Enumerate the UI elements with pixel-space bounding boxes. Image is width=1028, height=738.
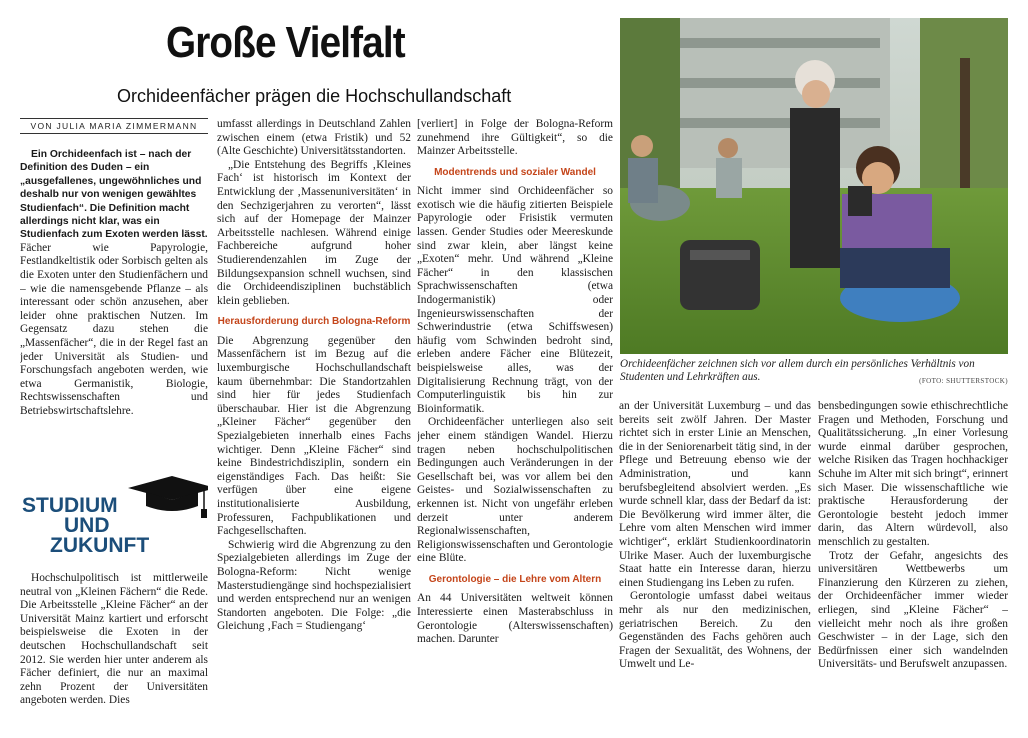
mortarboard-icon bbox=[20, 470, 208, 562]
subheadline: Orchideenfächer prägen die Hochschullandschaft bbox=[117, 86, 512, 106]
body-paragraph: [verliert] in Folge der Bologna-Reform zunehmend ihre Gültigkeit“, so die Mainzer Arbeitsstelle. bbox=[417, 118, 613, 158]
byline: VON JULIA MARIA ZIMMERMANN bbox=[20, 118, 208, 134]
logo-line-1: STUDIUM bbox=[22, 494, 118, 517]
article-column-5 bbox=[818, 400, 1008, 738]
body-paragraph: Schwierig wird die Abgrenzung zu den Spezialgebieten allerdings im Zuge der Bologna-Reform: Nicht wenige Masterstudiengänge sind hochspezialisiert und werden entsprechend nur an wenigen Standorten angeboten. Die Folge: „die Gleichung ‚Fach = Studiengang‘ bbox=[217, 538, 411, 633]
body-paragraph: Orchideenfächer unterliegen also seit jeher einem ständigen Wandel. Hierzu tragen neben hochschulpolitischen Bedingungen auch Veränderungen in der Gesellschaft bei, was vor allem bei den Geistes- und Sozialwissenschaften zu erkennen ist. Nicht von ungefähr erleben derzeit unter anderem Regionalwissenschaften, Religionswissenschaften und Gerontologie eine Blüte. bbox=[417, 416, 613, 565]
photo-credit: (FOTO: SHUTTERSTOCK) bbox=[919, 377, 1008, 386]
body-paragraph: Trotz der Gefahr, angesichts des universitären Wettbewerbs um Finanzierung den Kürzeren zu ziehen, der Orchideenfächer immer wieder erliegen, sind „Kleine Fächer“ – vielleicht mehr noch als ihre großen Geschwister – in der Lage, sich den Bedürfnissen einer sich wandelnden Universitäts- und Berufswelt anzupassen. bbox=[818, 549, 1008, 671]
body-paragraph: Die Abgrenzung gegenüber den Massenfächern ist im Bezug auf die luxemburgische Hochschullandschaft kaum übernehmbar: Die Standortzahlen sind hier für jedes Studienfach überschaubar. Hier ist die Abgrenzung „Kleiner Fächer“ gegenüber den Spezialgebieten innerhalb eines Fachs wichtiger. Denn „Kleine Fächer“ sind keine Bindestrichdisziplin, sondern ein eigenständiges Fach. Das heißt: Sie verfügen über eine eigene institutionalisierte Ausbildung, Professuren, Fachpublikationen und Fachgesellschaften. bbox=[217, 334, 411, 538]
article-column-4 bbox=[619, 400, 811, 738]
article-column-1 bbox=[20, 148, 208, 464]
photo-caption-block bbox=[620, 358, 1008, 389]
article-column-2 bbox=[217, 118, 411, 738]
article-column-3 bbox=[417, 118, 613, 738]
lead-paragraph: Ein Orchideenfach ist – nach der Definition des Duden – ein „ausgefallenes, ungewöhnliches und deshalb nur von wenigen gewähltes Studienfach“. Die Definition macht allerdings nicht klar, was ein Studienfach zum Exoten werden lässt. bbox=[20, 149, 208, 241]
logo-line-3: ZUKUNFT bbox=[50, 534, 150, 557]
logo-line-2: UND bbox=[64, 514, 110, 537]
body-paragraph: „Die Entstehung des Begriffs ‚Kleines Fach‘ ist historisch im Kontext der Entwicklung der ‚Massenuniversitäten‘ in den Sechzigerjahren zu verorten“, lässt sich auf der Homepage der Mainzer Arbeitsstelle nachlesen. Während einige Fachbereiche aufgrund hoher Studierendenzahlen im Zuge der Bildungsexpansion schnell wuchsen, sind die Orchideendisziplinen buchstäblich klein geblieben. bbox=[217, 158, 411, 307]
body-paragraph: Gerontologie umfasst dabei weitaus mehr als nur den medizinischen, geriatrischen Bereich. Zu den Gegenständen des Fachs gehören auch Fragen der Sexualität, des Wohnens, der Umwelt und Le- bbox=[619, 590, 811, 671]
students-on-lawn-image bbox=[620, 18, 1008, 354]
body-paragraph: an der Universität Luxemburg – und das bereits seit zwölf Jahren. Der Master richtet sich in erster Linie an Menschen, die in der Seniorenarbeit tätig sind, in der Pflege und Betreuung ebenso wie der Administration, und kann berufsbegleitend absolviert werden. „Es wurde schnell klar, dass der Bedarf da ist: Die Bevölkerung wird immer älter, die Lehre vom alten Menschen wird immer wichtiger“, erklärt Studienkoordinatorin Ulrike Maser. Auch der luxemburgische Staat hatte ein Interesse daran, hierzu einen Studiengang ins Leben zu rufen. bbox=[619, 400, 811, 589]
subheading-bologna: Herausforderung durch Bologna-Reform bbox=[217, 316, 411, 328]
body-paragraph: Fächer wie Papyrologie, Festlandkeltistik oder Sorbisch gelten als die Exoten unter den Studienfächern und – wie die namensgebende Pflanze – als interessant oder schön anzusehen, aber leider ohne praktischen Nutzen. Im Gegensatz dazu stehen die „Massenfächer“, die in der Regel fast an jeder Universität als Studien- und Forschungsfach angeboten werden, wie etwa Germanistik, Biologie, Rechtswissenschaften und Betriebswirtschaftslehre. bbox=[20, 241, 208, 417]
article-column-1-continued bbox=[20, 572, 208, 734]
studium-und-zukunft-logo bbox=[20, 470, 208, 562]
subheading-gerontologie: Gerontologie – die Lehre vom Altern bbox=[428, 573, 602, 585]
body-paragraph: An 44 Universitäten weltweit können Interessierte einen Masterabschluss in Gerontologie (Alterswissenschaften) machen. Darunter bbox=[417, 592, 613, 646]
body-paragraph: umfasst allerdings in Deutschland Zahlen zwischen einem (etwa Fristik) und 52 (Alte Geschichte) Universitätsstandorten. bbox=[217, 118, 411, 158]
body-paragraph: Nicht immer sind Orchideenfächer so exotisch wie die häufig zitierten Beispiele Papyrologie oder Frisistik vermuten lassen. Gender Studies oder Meereskunde sind zwar klein, aber längst keine „Exoten“ mehr. Und während „Kleine Fächer“ in den klassischen Sprachwissenschaften (etwa Indogermanistik) oder Ingenieurswissenschaften der Schwerindustrie (etwa Schiffswesen) häufig vom Schwinden bedroht sind, erleben andere Fächer eine Blütezeit, beispielsweise alles, was der Digitalisierung Rechnung trägt, von der Computerlinguistik bis hin zur Bioinformatik. bbox=[417, 185, 613, 415]
subheading-modetrends: Modentrends und sozialer Wandel bbox=[434, 166, 596, 178]
headline: Große Vielfalt bbox=[166, 18, 405, 67]
body-paragraph: Hochschulpolitisch ist mittlerweile neutral von „Kleinen Fächern“ die Rede. Die Arbeitsstelle „Kleine Fächer“ an der Universität Mainz kartiert und erforscht beispielsweise die Exoten in der deutschen Hochschullandschaft seit 2012. Sie werden hier unter anderem als Fächer definiert, die nur an maximal zehn Prozent der Universitäten angeboten werden. Dies bbox=[20, 572, 208, 707]
article-photo bbox=[620, 18, 1008, 354]
body-paragraph: bensbedingungen sowie ethischrechtliche Fragen und Methoden, Forschung und Qualitätssicherung. „In einer Vorlesung wurde einmal darüber gesprochen, welche Risiken das Tragen hochhackiger Schuhe im Alter mit sich bringt“, erinnert sich Maser. Die wissenschaftliche wie praktische Herausforderung der Gerontologie besteht jedoch immer darin, das Altern würdevoll, also menschlich zu gestalten. bbox=[818, 400, 1008, 548]
photo-caption: Orchideenfächer zeichnen sich vor allem durch ein persönliches Verhältnis von Studenten und Lehrkräften aus. bbox=[620, 358, 975, 384]
